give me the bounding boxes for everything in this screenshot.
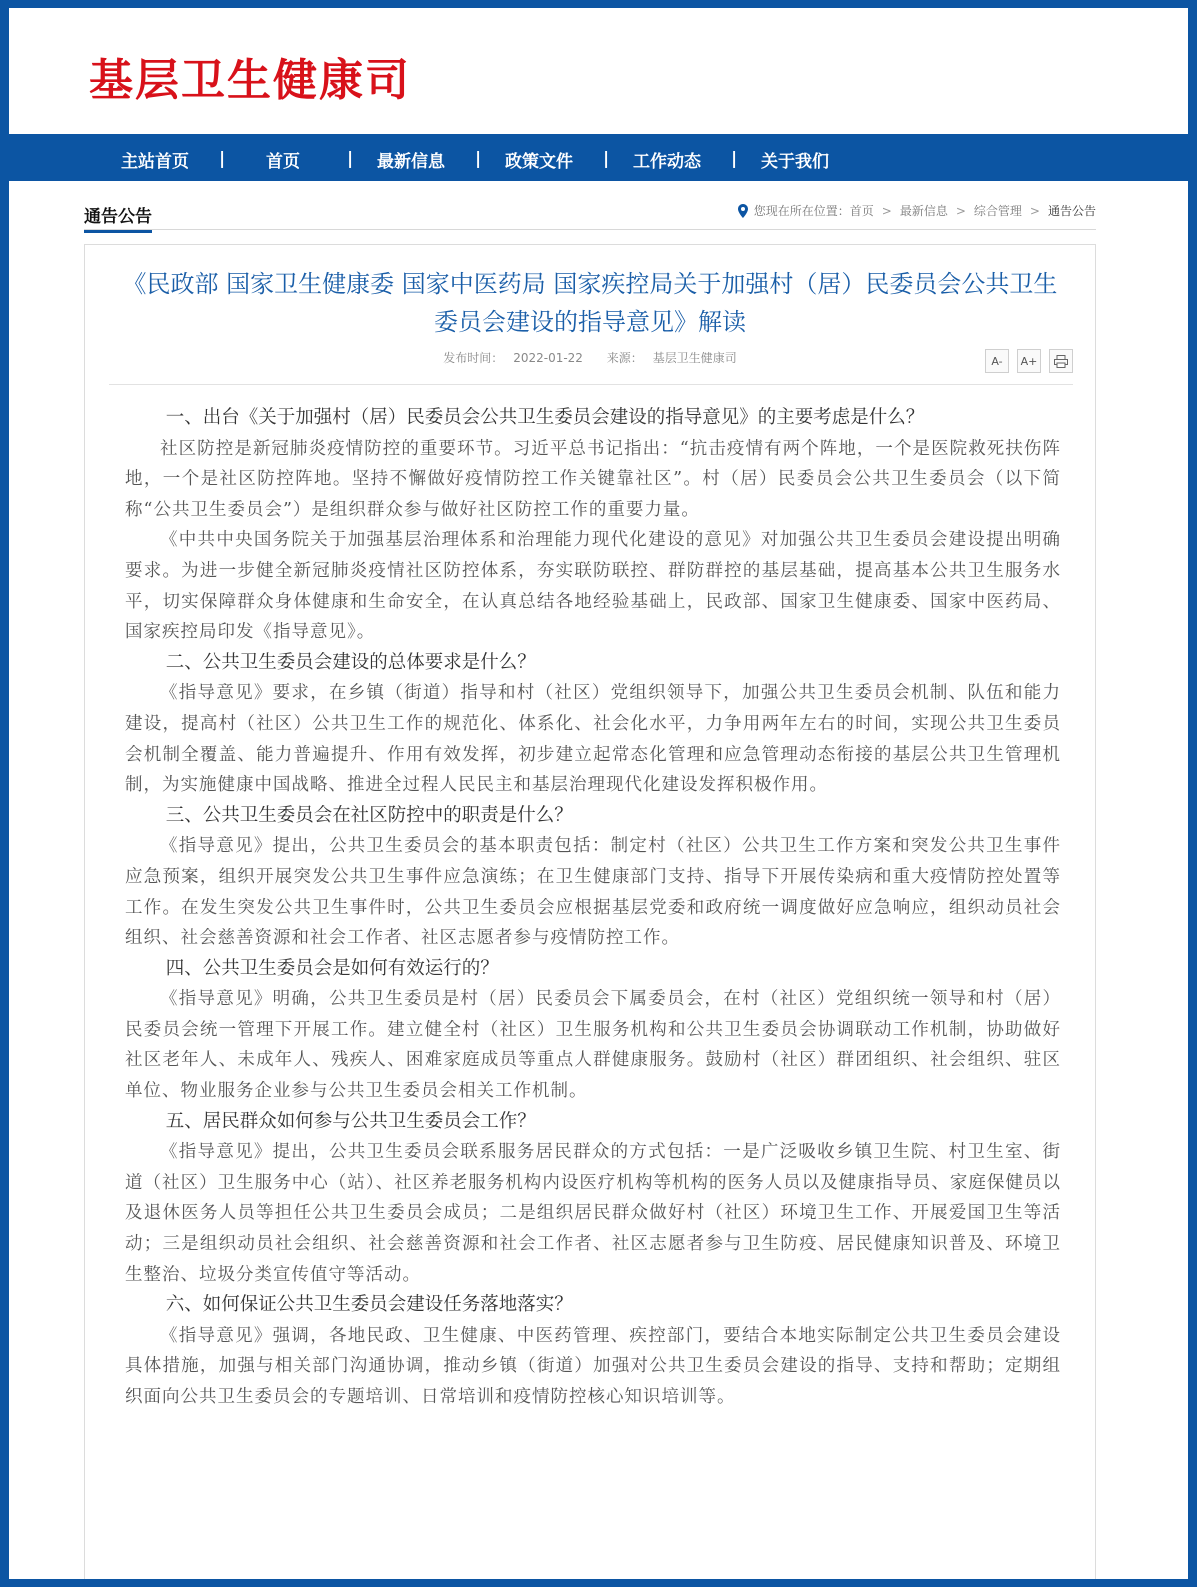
- breadcrumb: [738, 202, 1096, 219]
- section-divider: [84, 229, 1096, 230]
- page-frame: [9, 8, 1188, 1579]
- article-tools: [977, 349, 1073, 373]
- nav-item-policy[interactable]: 政策文件: [505, 151, 573, 172]
- breadcrumb-separator: >: [1029, 203, 1040, 218]
- nav-item-main-home[interactable]: 主站首页: [121, 151, 189, 172]
- breadcrumb-item-general[interactable]: 综合管理: [973, 204, 1022, 218]
- site-header: [9, 8, 1188, 134]
- article-title: 《民政部 国家卫生健康委 国家中医药局 国家疾控局关于加强村（居）民委员会公共卫生委员会建设的指导意见》解读: [122, 270, 1058, 336]
- site-title[interactable]: 基层卫生健康司: [89, 55, 411, 106]
- breadcrumb-item-home[interactable]: 首页: [849, 204, 874, 218]
- section-heading: 四、公共卫生委员会是如何有效运行的？: [165, 957, 499, 979]
- nav-item-latest[interactable]: 最新信息: [377, 151, 445, 172]
- publish-label: 发布时间：: [443, 351, 504, 365]
- breadcrumb-item-latest[interactable]: 最新信息: [899, 204, 948, 218]
- nav-item-home[interactable]: 首页: [266, 151, 300, 172]
- font-smaller-button[interactable]: A-: [985, 349, 1009, 373]
- breadcrumb-prefix: 您现在所在位置：: [753, 204, 850, 218]
- paragraph: 《指导意见》要求，在乡镇（街道）指导和村（社区）党组织领导下，加强公共卫生委员会机制、队伍和能力建设，提高村（社区）公共卫生工作的规范化、体系化、社会化水平，力争用两年左右的时间，实现公共卫生委员会机制全覆盖、能力普遍提升、作用有效发挥，初步建立起常态化管理和应急管理动态衔接的基层公共卫生管理机制，为实施健康中国战略、推进全过程人民民主和基层治理现代化建设发挥积极作用。: [125, 683, 1061, 796]
- nav-item-work[interactable]: 工作动态: [633, 151, 701, 172]
- publish-date: 2022-01-22: [513, 351, 583, 365]
- meta-divider: [109, 384, 1073, 385]
- paragraph: 《指导意见》提出，公共卫生委员会的基本职责包括：制定村（社区）公共卫生工作方案和突发公共卫生事件应急预案，组织开展突发公共卫生事件应急演练；在卫生健康部门支持、指导下开展传染病和重大疫情防控处置等工作。在发生突发公共卫生事件时，公共卫生委员会应根据基层党委和政府统一调度做好应急响应，组织动员社会组织、社会慈善资源和社会工作者、社区志愿者参与疫情防控工作。: [125, 836, 1061, 949]
- print-button[interactable]: [1049, 349, 1073, 373]
- font-larger-button[interactable]: A+: [1017, 349, 1041, 373]
- print-icon: [1054, 355, 1068, 368]
- source-label: 来源：: [606, 351, 643, 365]
- source-name: 基层卫生健康司: [652, 351, 737, 365]
- section-heading: 一、出台《关于加强村（居）民委员会公共卫生委员会建设的指导意见》的主要考虑是什么？: [165, 407, 925, 428]
- paragraph: 《指导意见》强调，各地民政、卫生健康、中医药管理、疾控部门，要结合本地实际制定公共卫生委员会建设具体措施，加强与相关部门沟通协调，推动乡镇（街道）加强对公共卫生委员会建设的指导、支持和帮助；定期组织面向公共卫生委员会的专题培训、日常培训和疫情防控核心知识培训等。: [125, 1325, 1061, 1407]
- section-bar: [84, 194, 1096, 228]
- nav-list: 主站首页 | 首页 | 最新信息 | 政策文件 | 工作动态 | 关于我们: [91, 137, 859, 181]
- section-heading: 五、居民群众如何参与公共卫生委员会工作？: [165, 1110, 536, 1132]
- paragraph: 《指导意见》明确，公共卫生委员是村（居）民委员会下属委员会，在村（社区）党组织统一领导和村（居）民委员会统一管理下开展工作。建立健全村（社区）卫生服务机构和公共卫生委员会协调联动工作机制，协助做好社区老年人、未成年人、残疾人、困难家庭成员等重点人群健康服务。鼓励村（社区）群团组织、社会组织、驻区单位、物业服务企业参与公共卫生委员会相关工作机制。: [125, 989, 1061, 1102]
- article-card: [84, 244, 1096, 1579]
- paragraph: 《中共中央国务院关于加强基层治理体系和治理能力现代化建设的意见》对加强公共卫生委员会建设提出明确要求。为进一步健全新冠肺炎疫情社区防控体系，夯实联防联控、群防群控的基层基础，提高基本公共卫生服务水平，切实保障群众身体健康和生命安全，在认真总结各地经验基础上，民政部、国家卫生健康委、国家中医药局、国家疾控局印发《指导意见》。: [125, 530, 1061, 643]
- article-body: [125, 403, 1061, 1413]
- paragraph: 《指导意见》提出，公共卫生委员会联系服务居民群众的方式包括：一是广泛吸收乡镇卫生院、村卫生室、街道（社区）卫生服务中心（站）、社区养老服务机构内设医疗机构等机构的医务人员以及健康指导员、家庭保健员以及退休医务人员等担任公共卫生委员会成员；二是组织居民群众做好村（社区）环境卫生工作、开展爱国卫生等活动；三是组织动员社会组织、社会慈善资源和社会工作者、社区志愿者参与卫生防疫、居民健康知识普及、环境卫生整治、垃圾分类宣传值守等活动。: [125, 1142, 1061, 1285]
- section-heading: 六、如何保证公共卫生委员会建设任务落地落实？: [165, 1294, 573, 1316]
- section-heading: 三、公共卫生委员会在社区防控中的职责是什么？: [165, 804, 573, 826]
- breadcrumb-separator: >: [955, 203, 966, 218]
- section-title: 通告公告: [84, 202, 152, 233]
- main-nav: [9, 134, 1188, 181]
- section-heading: 二、公共卫生委员会建设的总体要求是什么？: [165, 651, 536, 673]
- location-pin-icon: [738, 204, 748, 218]
- breadcrumb-item-current[interactable]: 通告公告: [1047, 204, 1096, 218]
- breadcrumb-separator: >: [881, 203, 892, 218]
- article-meta: [85, 349, 1095, 366]
- paragraph: 社区防控是新冠肺炎疫情防控的重要环节。习近平总书记指出：“抗击疫情有两个阵地，一个是医院救死扶伤阵地，一个是社区防控阵地。坚持不懈做好疫情防控工作关键靠社区”。村（居）民委员会公共卫生委员会（以下简称“公共卫生委员会”）是组织群众参与做好社区防控工作的重要力量。: [125, 438, 1061, 520]
- nav-item-about[interactable]: 关于我们: [761, 151, 829, 172]
